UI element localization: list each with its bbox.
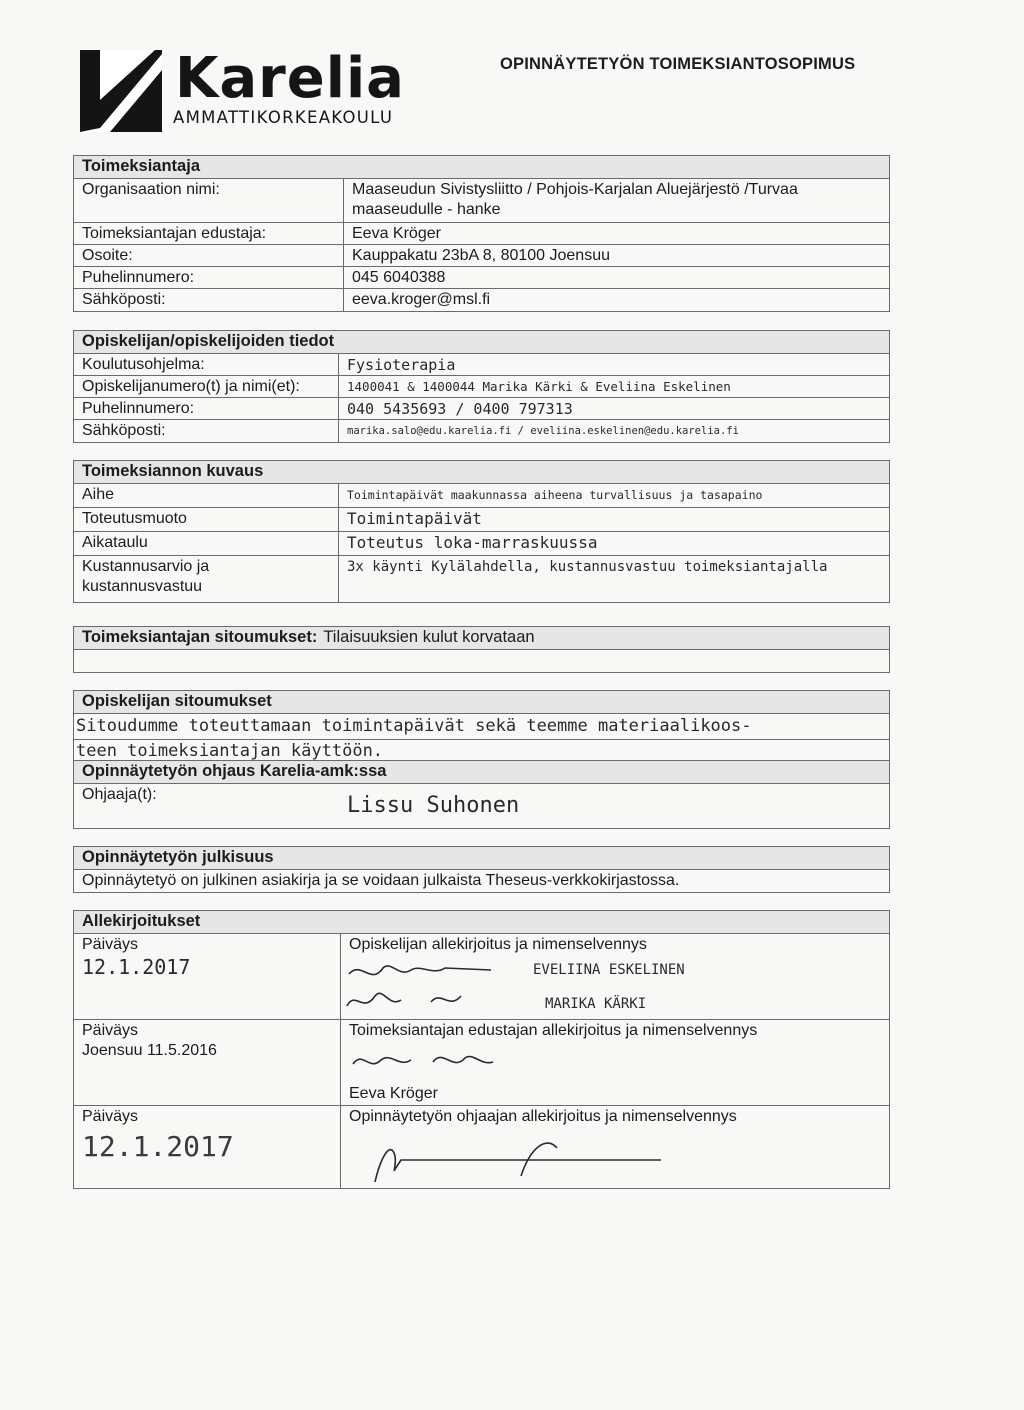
signature-row [74,934,889,1020]
field-value: 045 6040388 [352,269,446,286]
client-signature [347,1042,527,1082]
date-value-handwritten: 12.1.2017 [82,1130,234,1163]
field-value-handwritten: Toimintapäivät [347,509,482,528]
table-row [74,223,889,245]
field-label: Kustannusarvio ja kustannusvastuu [74,556,339,602]
field-value-handwritten: Toimintapäivät maakunnassa aiheena turvallisuus ja tasapaino [347,488,763,502]
field-value-handwritten: Fysioterapia [347,356,456,374]
section-heading: Opinnäytetyön ohjaus Karelia-amk:ssa [74,761,889,784]
signature-label: Opinnäytetyön ohjaajan allekirjoitus ja nimenselvennys [349,1108,737,1125]
logo-subtitle: AMMATTIKORKEAKOULU [173,108,394,127]
field-label: Organisaation nimi: [74,179,344,222]
field-value-handwritten: Toteutus loka-marraskuussa [347,533,598,552]
sitoumukset-value: Tilaisuuksien kulut korvataan [323,628,535,646]
section-toimeksiantaja [73,155,890,312]
table-row [74,179,889,223]
signature-label: Toimeksiantajan edustajan allekirjoitus ja nimenselvennys [349,1022,758,1039]
signature-cell [341,1020,889,1105]
table-row [74,267,889,289]
table-row [74,398,889,420]
handwritten-line: teen toimeksiantajan käyttöön. [76,741,384,761]
empty-row [74,650,889,672]
table-row [74,376,889,398]
field-value-handwritten: 040 5435693 / 0400 797313 [347,400,573,418]
signature-row [74,1106,889,1188]
section-julkisuus [73,846,890,893]
date-cell [74,1020,341,1105]
date-label: Päiväys [82,1022,139,1039]
field-value: Eeva Kröger [352,225,441,242]
signature-row [74,1020,889,1106]
section-opiskelijan-sitoumukset [73,690,890,765]
julkisuus-text: Opinnäytetyö on julkinen asiakirja ja se voidaan julkaista Theseus-verkkokirjastossa. [82,872,680,889]
field-label: Toteutusmuoto [74,508,339,531]
table-row [74,354,889,376]
section-heading: Opiskelijan/opiskelijoiden tiedot [74,331,889,354]
student-name-2: MARIKA KÄRKI [545,996,647,1012]
section-sitoumukset [73,626,890,673]
field-label: Ohjaaja(t): [82,786,157,803]
signature-label: Opiskelijan allekirjoitus ja nimenselvennys [349,936,647,953]
date-value-handwritten: 12.1.2017 [82,955,191,979]
field-label: Toimeksiantajan edustaja: [74,223,344,244]
field-label: Sähköposti: [74,289,344,311]
table-row [74,245,889,267]
date-value: Joensuu 11.5.2016 [82,1042,217,1059]
karelia-logo-mark [80,50,162,132]
field-label: Aihe [74,484,339,507]
section-kuvaus [73,460,890,603]
signature-cell [341,1106,889,1188]
handwritten-line: Sitoudumme toteuttamaan toimintapäivät sekä teemme materiaalikoos- [74,714,889,740]
table-row [74,484,889,508]
date-cell [74,1106,341,1188]
student-signatures [341,956,521,1016]
student-name-1: EVELIINA ESKELINEN [533,962,685,978]
karelia-logo [80,46,410,135]
date-label: Päiväys [82,936,139,953]
field-value: Kauppakatu 23bA 8, 80100 Joensuu [352,247,610,264]
table-row [74,532,889,556]
section-heading: Allekirjoitukset [74,911,889,934]
section-allekirjoitukset [73,910,890,1189]
field-label: Puhelinnumero: [74,398,339,419]
field-value-handwritten: marika.salo@edu.karelia.fi / eveliina.eskelinen@edu.karelia.fi [347,425,739,437]
field-label: Opiskelijanumero(t) ja nimi(et): [74,376,339,397]
section-heading: Opiskelijan sitoumukset [74,691,889,714]
table-row [74,508,889,532]
table-row [74,289,889,311]
client-name: Eeva Kröger [349,1085,438,1102]
field-value-handwritten: 3x käynti Kylälahdella, kustannusvastuu toimeksiantajalla [347,559,828,575]
field-value-handwritten: 1400041 & 1400044 Marika Kärki & Eveliina Eskelinen [347,379,731,394]
table-row [74,556,889,602]
section-heading: Opinnäytetyön julkisuus [74,847,889,870]
table-row [74,420,889,442]
section-ohjaus [73,760,890,829]
field-label: Aikataulu [74,532,339,555]
date-label: Päiväys [82,1108,139,1125]
section-heading [74,627,889,650]
table-row [74,784,889,828]
section-heading: Toimeksiannon kuvaus [74,461,889,484]
document-title: OPINNÄYTETYÖN TOIMEKSIANTOSOPIMUS [500,55,856,73]
section-heading: Toimeksiantaja [74,156,889,179]
signature-cell [341,934,889,1019]
section-opiskelija [73,330,890,443]
supervisor-signature [361,1126,681,1186]
field-label: Koulutusohjelma: [74,354,339,375]
logo-wordmark: Karelia [175,46,405,111]
field-label: Puhelinnumero: [74,267,344,288]
field-label: Sähköposti: [74,420,339,442]
field-label: Osoite: [74,245,344,266]
field-value: eeva.kroger@msl.fi [352,291,491,308]
supervisor-name-handwritten: Lissu Suhonen [347,793,520,818]
field-value: Maaseudun Sivistysliitto / Pohjois-Karjalan Aluejärjestö /Turvaa maaseudulle - hanke [352,181,798,218]
date-cell [74,934,341,1019]
sitoumukset-heading: Toimeksiantajan sitoumukset: [82,628,318,646]
